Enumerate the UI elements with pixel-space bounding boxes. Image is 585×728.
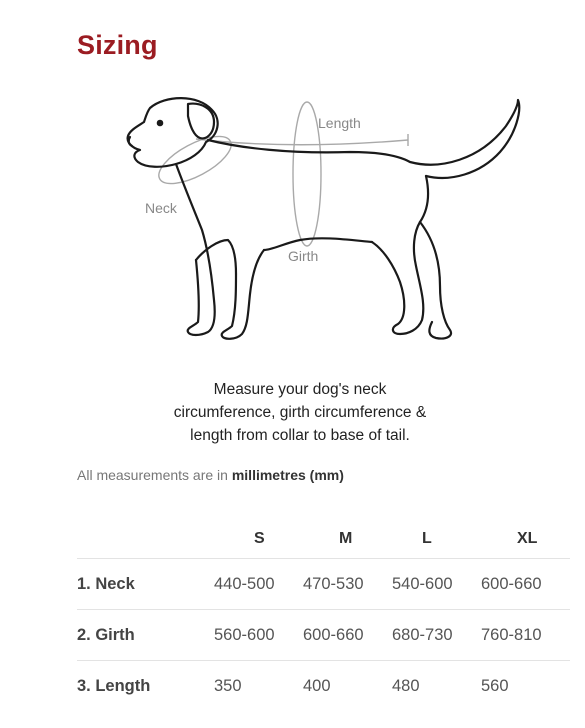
size-table <box>77 520 570 711</box>
instructions-line: Measure your dog's neck <box>213 381 387 398</box>
instructions-line: circumference, girth circumference & <box>173 404 427 421</box>
table-row <box>77 661 570 712</box>
length-label: Length <box>318 115 361 131</box>
table-cell: 350 <box>214 676 242 695</box>
table-cell: 680-730 <box>392 610 481 661</box>
girth-label: Girth <box>288 248 319 264</box>
table-row <box>77 610 570 661</box>
units-note-unit: millimetres (mm) <box>231 467 344 483</box>
table-cell: 400 <box>303 676 331 695</box>
size-header-l: L <box>392 520 481 559</box>
row-label-girth: 2. Girth <box>77 610 214 661</box>
units-note <box>77 467 344 483</box>
measuring-instructions <box>130 378 470 447</box>
size-header-s: S <box>214 520 303 559</box>
table-cell: 760-810 <box>481 610 570 661</box>
neck-label: Neck <box>145 200 177 216</box>
row-label-length: 3. Length <box>77 676 151 695</box>
header-blank <box>77 520 214 559</box>
units-note-prefix: All measurements are in <box>77 467 232 483</box>
table-cell: 600-660 <box>303 610 392 661</box>
instructions-line: length from collar to base of tail. <box>190 427 410 444</box>
table-cell: 440-500 <box>214 559 303 610</box>
table-cell: 480 <box>392 676 420 695</box>
size-header-m: M <box>303 520 392 559</box>
table-cell: 560 <box>481 676 509 695</box>
table-row <box>77 559 570 610</box>
table-cell: 600-660 <box>481 559 570 610</box>
page-title: Sizing <box>77 30 158 60</box>
table-cell: 540-600 <box>392 559 481 610</box>
size-header-xl: XL <box>481 520 570 559</box>
table-cell: 470-530 <box>303 559 392 610</box>
row-label-neck: 1. Neck <box>77 559 214 610</box>
table-cell: 560-600 <box>214 610 303 661</box>
table-header-row <box>77 520 570 559</box>
